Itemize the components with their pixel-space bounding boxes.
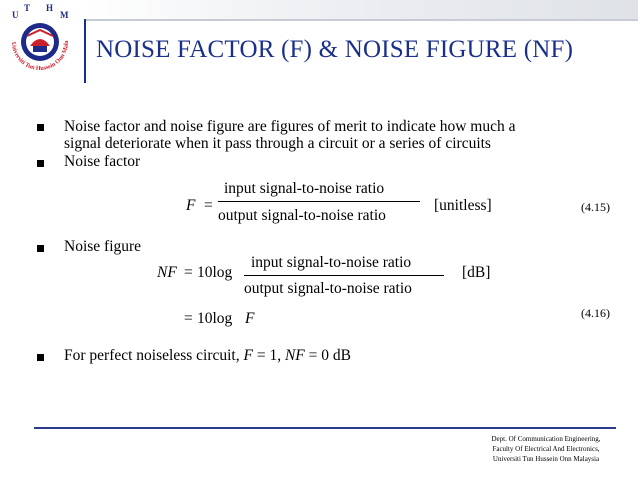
bullet-1-marker [37,124,44,131]
logo-ring-text: Universiti Tun Hussein Onn Mala [9,40,71,73]
logo-letter-m: M [60,10,69,20]
bullet-4-var-f: F [243,347,253,364]
bullet-3-text: Noise figure [64,238,142,255]
bullet-4-prefix: For perfect noiseless circuit, [64,347,244,364]
bullet-1-line1: Noise factor and noise figure are figures of merit to indicate how much a [64,118,516,135]
title-rule [84,19,86,83]
eq416-number: (4.16) [581,306,610,320]
eq416-denominator: output signal-to-noise ratio [244,280,412,297]
eq416-equals: = [184,264,193,281]
footer-credit [466,434,626,464]
bullet-4-mid1: = 1, [252,347,285,364]
footer-rule [34,427,616,429]
top-band [84,0,638,19]
top-band-line [84,19,638,21]
eq415-number: (4.15) [581,200,610,214]
uthm-logo [2,2,78,78]
eq415-lhs: F [186,197,196,214]
eq415-denominator: output signal-to-noise ratio [218,207,386,224]
bullet-3-marker [37,245,44,252]
bullet-4-text [64,347,351,364]
eq415-numerator: input signal-to-noise ratio [224,180,385,197]
eq416-line2-equals: = [184,310,193,327]
bullet-4-mid2: = 0 dB [304,347,351,364]
eq416-unit: [dB] [462,264,491,281]
eq416-fraction-bar [244,275,444,276]
logo-emblem-base [33,46,47,52]
logo-letter-h: H [46,3,54,13]
eq415-unit: [unitless] [434,197,492,214]
eq416-numerator: input signal-to-noise ratio [251,254,412,271]
bullet-4-marker [37,354,44,361]
footer-line-1: Dept. Of Communication Engineering, [491,435,601,443]
logo-letter-u: U [12,10,19,20]
bullet-4-var-nf: NF [284,347,305,364]
page-title: NOISE FACTOR (F) & NOISE FIGURE (NF) [96,36,574,63]
eq416-coef: 10log [197,264,233,281]
eq416-lhs: NF [157,264,177,281]
eq416-line2-coef: 10log [197,310,233,327]
svg-text:U [12,10,19,20]
logo-letter-t: T [24,3,31,13]
eq415-equals: = [204,197,213,214]
bullet-2-text: Noise factor [64,153,141,170]
bullet-2-marker [37,160,44,167]
footer-line-3: Universiti Tun Hussein Onn Malaysia [492,455,600,463]
footer-line-2: Faculty Of Electrical And Electronics, [492,445,600,453]
eq416-line2-var: F [245,310,255,327]
bullet-1-line2: signal deteriorate when it pass through a circuit or a series of circuits [64,135,491,152]
eq415-fraction-bar [218,201,420,202]
